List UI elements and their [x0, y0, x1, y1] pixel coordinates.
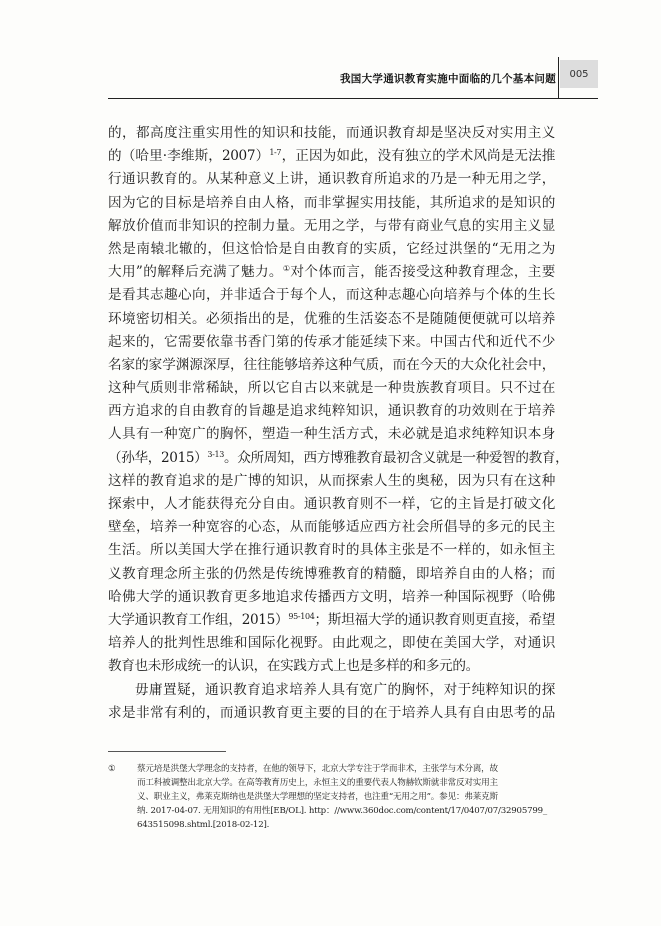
paragraph-start-line: 毋庸置疑，通识教育追求培养人具有宽广的胸怀，对于纯粹知识的探 [135, 681, 555, 698]
text-line: 解放价值而非知识的控制力量。无用之学，与带有商业气息的实用主义显 [108, 217, 555, 234]
text-line: 大用”的解释后充满了魅力。①对个体而言，能否接受这种教育理念，主要 [108, 264, 555, 281]
text-line: 这样的教育追求的是广博的知识，从而探索人生的奥秘，因为只有在这种 [108, 472, 555, 489]
text-line: 大学通识教育工作组，2015）$^{95-104}$；斯坦福大学的通识教育则更直接，希望 [108, 611, 555, 628]
citation-superscript: 3-13 [207, 449, 224, 459]
text-line: 这种气质则非常稀缺，所以它自古以来就是一种贵族教育项目。只不过在 [108, 380, 555, 397]
text-line: （孙华，2015）$^{3-13}$。众所周知，西方博雅教育最初含义就是一种爱智的教育， [108, 449, 569, 466]
text-line: 求是非常有利的，而通识教育更主要的目的在于培养人具有自由思考的品 [108, 704, 555, 721]
header-vertical-rule [558, 57, 559, 98]
text-line: 起来的，它需要依靠书香门第的传承才能延续下来。中国古代和近代不少 [108, 333, 555, 350]
header-rule [108, 98, 598, 99]
citation-superscript: 1-7 [269, 148, 282, 158]
citation-superscript: 95-104 [288, 611, 315, 621]
running-header-title: 我国大学通识教育实施中面临的几个基本问题 [340, 73, 556, 85]
page-number-box: 005 [560, 60, 598, 88]
body-text [108, 122, 569, 725]
text-line: 哈佛大学的通识教育更多地追求传播西方文明，培养一种国际视野（哈佛 [108, 588, 555, 605]
text-line: 壁垒，培养一种宽容的心态，从而能够适应西方社会所倡导的多元的民主 [108, 519, 555, 536]
footnote-line: 义、职业主义，弗莱克斯纳也是洪堡大学理想的坚定支持者，也注重“无用之用”。参见：弗莱克斯 [137, 792, 498, 802]
running-header [0, 0, 661, 98]
text-line: 生活。所以美国大学在推行通识教育时的具体主张是不一样的，如永恒主 [108, 542, 555, 559]
text-line: 因为它的目标是培养自由人格，而非掌握实用技能，其所追求的是知识的 [108, 194, 555, 211]
footnote [108, 762, 555, 832]
text-line: 的（哈里·李维斯，2007）$^{1-7}$，正因为如此，没有独立的学术风尚是无法推 [108, 148, 556, 165]
footnote-marker: ① [108, 764, 116, 774]
text-line: 教育也未形成统一的认识，在实践方式上也是多样的和多元的。 [108, 658, 479, 675]
footnote-ref[interactable]: ① [282, 264, 291, 274]
footnote-line: 纳. 2017-04-07. 无用知识的有用性[EB/OL]. http：//www.360doc.com/content/17/0407/07/32905799_ [137, 806, 547, 816]
text-line: 是看其志趣心向，并非适合于每个人，而这种志趣心向培养与个体的生长 [108, 287, 555, 304]
text-line: 人具有一种宽广的胸怀，塑造一种生活方式，未必就是追求纯粹知识本身 [108, 426, 555, 443]
text-line: 名家的家学渊源深厚，往往能够培养这种气质，而在今天的大众化社会中， [108, 356, 555, 373]
footnote-line: 643515098.shtml.[2018-02-12]. [137, 820, 270, 830]
footnote-line: ① 蔡元培是洪堡大学理念的支持者，在他的领导下，北京大学专注于学而非术，主张学与术分离，故 [108, 764, 498, 774]
text-line: 行通识教育的。从某种意义上讲，通识教育所追求的乃是一种无用之学， [108, 171, 555, 188]
footnote-separator [108, 751, 226, 752]
text-line: 西方追求的自由教育的旨趣是追求纯粹知识，通识教育的功效则在于培养 [108, 403, 555, 420]
text-line: 环境密切相关。必须指出的是，优雅的生活姿态不是随随便便就可以培养 [108, 310, 555, 327]
footnote-line: 而工科被调整出北京大学。在高等教育历史上，永恒主义的重要代表人物赫钦斯就非常反对实用主 [137, 778, 498, 788]
text-line: 然是南辕北辙的，但这恰恰是自由教育的实质，它经过洪堡的“无用之为 [108, 240, 555, 257]
text-line: 的，都高度注重实用性的知识和技能，而通识教育却是坚决反对实用主义 [108, 125, 555, 141]
text-line: 探索中，人才能获得充分自由。通识教育则不一样，它的主旨是打破文化 [108, 496, 555, 512]
text-line: 培养人的批判性思维和国际化视野。由此观之，即使在美国大学，对通识 [108, 635, 555, 652]
text-line: 义教育理念所主张的仍然是传统博雅教育的精髓，即培养自由的人格；而 [108, 565, 555, 582]
